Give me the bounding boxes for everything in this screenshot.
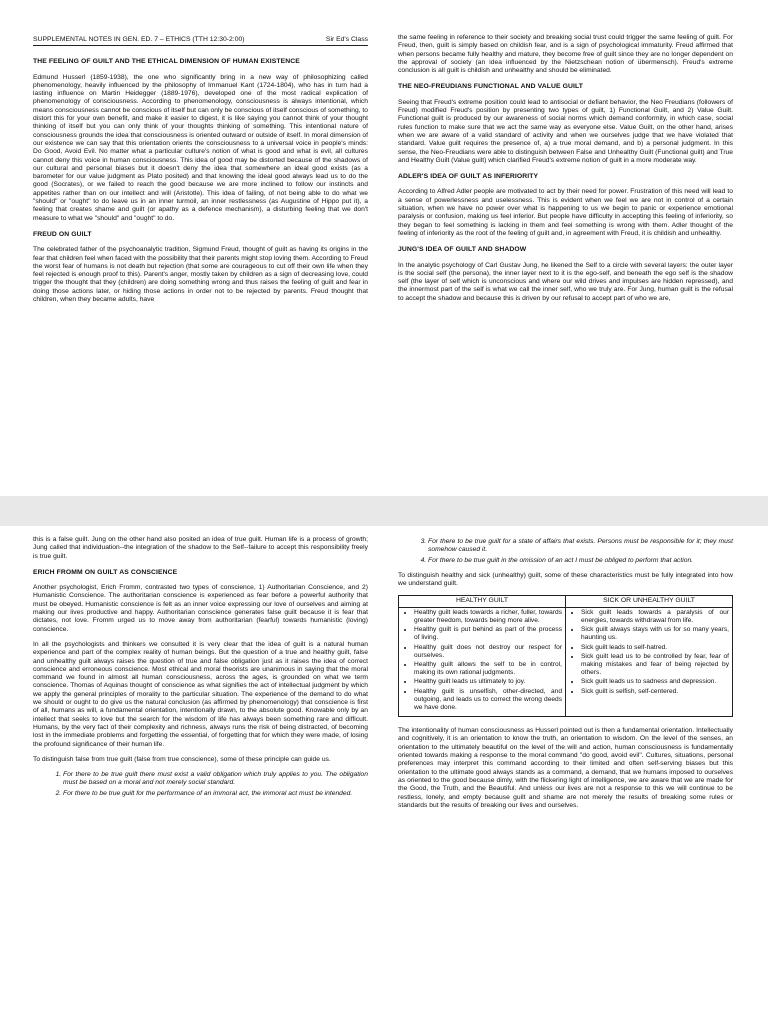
principles-list-continued bbox=[398, 538, 733, 565]
table-header: SICK OR UNHEALTHY GUILT bbox=[566, 596, 733, 607]
section-heading: THE FEELING OF GUILT AND THE ETHICAL DIMENSION OF HUMAN EXISTENCE bbox=[33, 58, 300, 66]
paragraph: the same feeling in reference to their society and breaking social trust could trigger the same feeling of guilt. For Freud, then, guilt is simply based on childish fear, and is a sign of psychological immaturity. Freud affirmed that when persons became fully healthy and mature, they become free of guilt since they are no longer dependent on the approval of society (an idea influenced by the Nietzschean notion of übermensch). Freud's extreme conclusion is all guilt is childish and unhealthy and should be eliminated. bbox=[398, 34, 733, 75]
guilt-comparison-table bbox=[398, 595, 733, 717]
page2-left-column bbox=[33, 536, 368, 805]
list-item: • Healthy guilt leads towards a richer, fuller, towards greater freedom, towards being more alive. bbox=[414, 609, 562, 625]
list-item: 1. For there to be true guilt there must exist a valid obligation which truly applies to you. The obligation must be based on a moral and not merely social standard. bbox=[63, 771, 368, 788]
page-2 bbox=[0, 526, 768, 1024]
principles-list bbox=[33, 771, 368, 798]
paragraph: Edmund Husserl (1859-1938), the one who significantly bring in a new way of philosophizing called phenomenology, heavily influenced by the philosophy of Immanuel Kant (1724-1804), who has in turn had a lasting influence on Martin Heidegger (1889-1976), developed one of the most radical explication of phenomenology of consciousness. According to phenomenology, consciousness is always intentional, which means consciousness cannot be conscious of itself but can only be conscious of itself conscious of something, to distort this for your own benefit, and make it easier to digest, it is like saying you cannot think of your thought thinking of itself but you can only think of your thoughts thinking of something. This intentional nature of consciousness grounds the idea that consciousness is oriented outward or outside of itself. In moral dimension of our existence we can say that this orientation orients the consciousness to a universal voice in people's minds: Do Good, Avoid Evil. No matter what a particular culture's notion of what is good and what is evil, all cultures cannot deny this voice in human consciousness. This idea of good may be distorted because of the shadows of our cultural and personal biases but it doesn't deny the idea that somewhere an ideal good exists (as a barometer for our value judgment as Plato posited) and that knowing the ideal good always lead us to do the good (Socrates), or we failed to reach the good because we are more inclined to follow our instincts and appetites rather than on our intellect and will (Aristotle). This idea of failing, of not being able to do what we "should" or "ought" to do leave us in an inner turmoil, an inner restlessness (as Augustine of Hippo put it), a feeling that creates shame and guilt (or apathy as a defence mechanism), a disturbing feeling that we don't measure to what we "should" and "ought" to do. bbox=[33, 73, 368, 222]
table-cell-sick bbox=[566, 607, 733, 716]
list-item: • Healthy guilt does not destroy our respect for ourselves. bbox=[414, 644, 562, 660]
list-item: • Sick guilt is selfish, self-centered. bbox=[581, 688, 729, 696]
page1-left-column bbox=[33, 36, 368, 311]
paragraph: Another psychologist, Erich Fromm, contrasted two types of conscience, 1) Authoritarian Conscience, and 2) Humanistic Conscience. The authoritarian conscience is experienced as fear before a powerful authority that must be obeyed. Humanistic conscience is felt as an inner voice expressing our love of ourselves and aiming at making our lives productive and happy. Authoritarian conscience generates false guilt because it is fear that dictates, not love. Fromm urged us to move away from authoritarian (fearful) towards humanistic (loving) conscience. bbox=[33, 584, 368, 633]
paragraph: Seeing that Freud's extreme position could lead to antisocial or defiant behavior, the Neo Freudians (followers of Freud) modified Freud's position by presenting two types of guilt, 1) Functional Guilt, and 2) Value Guilt. Functional guilt is produced by our awareness of social norms which demand conformity, in which case, social rules function to make sure that we act the same way as everyone else. Value Guilt, on the other hand, arises when we are aware of a valid standard of activity and when we ourselves judge that we have violated that standard. Value guilt requires the presence of, a) a true moral demand, and b) a personal judgment. In this sense, the Neo-Freudians were able to distinguish between False and Unhealthy Guilt (Functional guilt) and True and Healthy Guilt (Value guilt) which clarified Freud's extreme notion of guilt in a more moderate way. bbox=[398, 98, 733, 164]
list-item: • Healthy guilt is unselfish, other-directed, and outgoing, and leads us to correct the wrong deeds we have done. bbox=[414, 688, 562, 713]
table-row bbox=[399, 607, 733, 716]
list-item: • Sick guilt leads us to sadness and depression. bbox=[581, 678, 729, 686]
list-item: • Healthy guilt leads us ultimately to joy. bbox=[414, 678, 562, 686]
section-heading: THE NEO-FREUDIANS FUNCTIONAL AND VALUE GUILT bbox=[398, 83, 584, 91]
list-item: • Sick guilt always stays with us for so many years, haunting us. bbox=[581, 626, 729, 642]
list-item: • Sick guilt leads towards a paralysis of our energies, towards withdrawal from life. bbox=[581, 609, 729, 625]
section-heading: FREUD ON GUILT bbox=[33, 230, 92, 238]
header-title: SUPPLEMENTAL NOTES IN GEN. ED. 7 – ETHICS (TTH 12:30-2:00) bbox=[33, 36, 245, 43]
list-item: • Healthy guilt is put behind as part of the process of living. bbox=[414, 626, 562, 642]
section-heading: ERICH FROMM ON GUILT AS CONSCIENCE bbox=[33, 568, 178, 576]
paragraph: In the analytic psychology of Carl Gustav Jung, he likened the Self to a circle with several layers: the outer layer is the social self (the persona), the inner layer next to it is the ego-self, and beneath the ego self is the shadow self (the layer of self which is unconscious and where our wild drives and impulses are hidden repressed), and the innermost part of the self is what we call the inner self, who we truly are. For Jung, human guilt is the refusal to accept the shadow and because this is driven by our refusal to accept part of who we are, bbox=[398, 261, 733, 302]
list-item: 4. For there to be true guilt in the omission of an act I must be obliged to perform that action. bbox=[428, 557, 733, 565]
list-item: • Sick guilt lead us to be controlled by fear, fear of making mistakes and fear of being rejected by others. bbox=[581, 653, 729, 678]
paragraph: this is a false guilt. Jung on the other hand also posited an idea of true guilt. Human life is a process of growth; Jung called that individuation--the integration of the shadow to the Self--failure to accept this responsibility freely is true guilt. bbox=[33, 536, 368, 560]
list-item: 3. For there to be true guilt for a state of affairs that exists. Persons must be responsible for it; they must somehow caused it. bbox=[428, 538, 733, 555]
page1-right-column bbox=[398, 34, 733, 310]
section-heading: JUNG'S IDEA OF GUILT AND SHADOW bbox=[398, 246, 527, 254]
list-item: 2. For there to be true guilt for the performance of an immoral act, the immoral act must be intended. bbox=[63, 790, 368, 798]
list-item: • Healthy guilt allows the self to be in control, making its own rational judgments. bbox=[414, 661, 562, 677]
page-1 bbox=[0, 0, 768, 496]
page2-right-column bbox=[398, 538, 733, 817]
paragraph: In all the psychologists and thinkers we consulted it is very clear that the idea of guilt is a natural human experience and part of the complex reality of human beings. But the question of a true and healthy guilt, false and unhealthy guilt always raises the question of true and false obligation just as it raises the idea of correct conscience and erroneous conscience. Most ethical and moral theorists are unanimous in saying that the moral command we found in almost all human consciousness, across the ages, is grounded on what we term conscience. Thomas of Aquinas thought of conscience as what signifies the act of intellectual judgment by which we apply the general principles of morality to the particular situation. The experience of the demand to do what we should or ought to do give us the natural conclusion (as affirmed by phenomenology) that conscience is first of all, humans as will, a fundamental orientation, intentionally drawn, to the absolute good. Knowable only by an intellect that seeks to love but the search for the wisdom of life has always been something rare and difficult. Humans, by the very fact of their complexity and richness, always runs the risk of being distracted, of becoming lost in the immediate problems and forgetting the essential, of forgetting that for which they were made, of losing the profound significance of their human life. bbox=[33, 640, 368, 748]
paragraph: The intentionality of human consciousness as Husserl pointed out is then a fundamental orientation. Intellectually and cognitively, it is an orientation to know the truth, an orientation to wisdom. On the level of the senses, an orientation to the ultimately beautiful on the level of the will and action, human consciousness is fundamentally oriented towards making a response to the moral command "do good, avoid evil". Cultures, situations, personal preferences may interpret this command according to their limited and often self-serving biases but this orientation to the ultimate good always stands as a command, a demand, that we humans imposed to ourselves as oriented to the good because dimly, with the flickering light of intelligence, we are aware that we are made for the Good, the Truth, and the Beautiful. And unless our lives are not a response to this we will continue to be restless, lonely, and empty because guilt and shame are not merely the results of breaking some rules or standards but the results of breaking our lives and ourselves. bbox=[398, 727, 733, 809]
table-cell-healthy bbox=[399, 607, 566, 716]
header-class: Sir Ed's Class bbox=[325, 36, 368, 43]
paragraph: According to Alfred Adler people are motivated to act by their need for power. Frustration of this need will lead to a sense of powerlessness and uselessness. This is evident when we feel we are not in control of a certain situation, when we have no power over what is happening to us we begin to panic or experience emotional paralysis or confusion, making us feel inferior. But people have difficulty in accepting this feeling of inferiority, so they began to feel something is lacking in them and feel something is wrong with them. Adler thought of the feeling of inferiority as the root of the feeling of guilt and, in agreement with Freud, it is childish and unhealthy. bbox=[398, 188, 733, 237]
running-header bbox=[33, 36, 368, 46]
section-heading: ADLER'S IDEA OF GUILT AS INFERIORITY bbox=[398, 173, 539, 181]
paragraph: To distinguish false from true guilt (false from true conscience), some of these principle can guide us. bbox=[33, 755, 331, 763]
paragraph: To distinguish healthy and sick (unhealthy) guilt, some of these characteristics must be fully integrated into how we understand guilt. bbox=[398, 571, 733, 588]
paragraph: The celebrated father of the psychoanalytic tradition, Sigmund Freud, thought of guilt as having its origins in the fear that children feel when faced with the possibility that their parents might stop loving them. According to Freud the worst fear of humans is not death but rejection (that some are courageous to cut off their own life when they feel rejected is enough proof to this). Parent's anger, mostly taken by children as a sign of decreasing love, could trigger the thought that they (children) are doing something wrong and thus raises the feeling of guilt and fear in doing those actions later, or hiding those actions in order not to be rejected by parents. Freud thought that children, when they became adults, have bbox=[33, 246, 368, 304]
list-item: • Sick guilt leads to self-hatred. bbox=[581, 644, 729, 652]
table-header: HEALTHY GUILT bbox=[399, 596, 566, 607]
